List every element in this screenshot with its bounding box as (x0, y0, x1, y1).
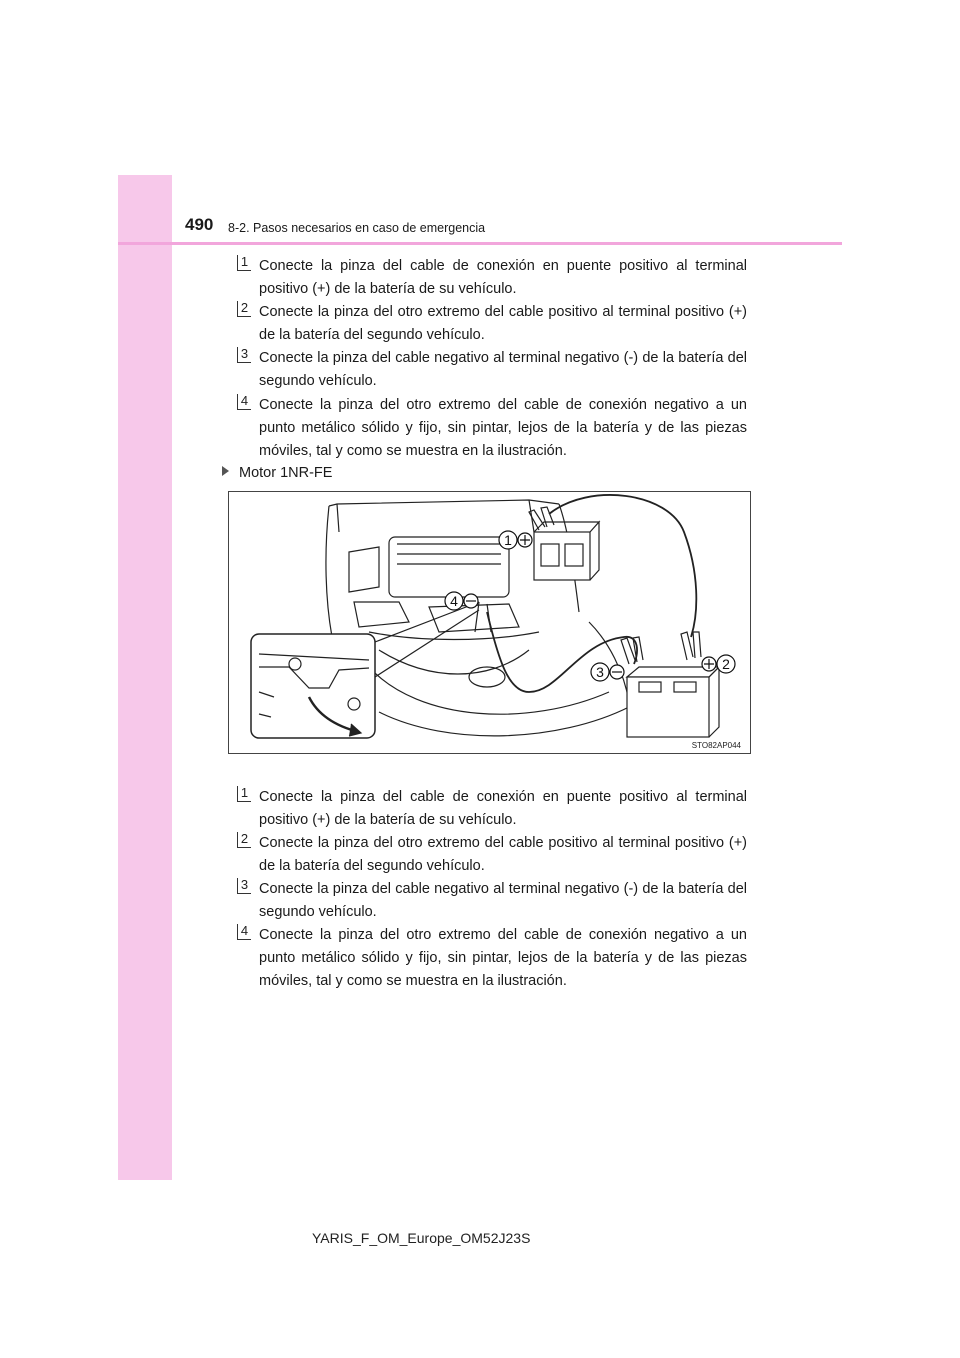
jump-start-illustration (228, 491, 751, 754)
document-footer: YARIS_F_OM_Europe_OM52J23S (312, 1230, 531, 1246)
step-number: 1 (237, 255, 251, 271)
step-text: Conecte la pinza del otro extremo del cable de conexión negativo a un punto metálico sólido y fijo, sin pintar, lejos de la batería y de las piezas móviles, tal y como se muestra en la ilustración. (259, 397, 747, 459)
section-title: 8-2. Pasos necesarios en caso de emergencia (228, 221, 486, 235)
clamp-3a (621, 638, 635, 664)
engine-heading-text: Motor 1NR-FE (239, 465, 333, 481)
clamp-2b (693, 632, 701, 658)
header-rule (118, 242, 842, 245)
callout-1-label: 1 (504, 532, 512, 548)
grille (379, 650, 529, 674)
inset-frame (251, 634, 375, 738)
engine-block (389, 537, 509, 597)
step-number: 3 (237, 878, 251, 894)
ground-clamp (475, 602, 491, 632)
step-number: 4 (237, 394, 251, 410)
emblem (469, 667, 505, 687)
hood-line (329, 500, 559, 506)
callout-4-label: 4 (450, 593, 458, 609)
step-4-top (237, 394, 747, 463)
side-color-band (118, 175, 172, 1180)
step-number: 2 (237, 301, 251, 317)
step-1-top (237, 255, 747, 301)
step-number: 3 (237, 347, 251, 363)
negative-cable (487, 612, 637, 692)
step-text: Conecte la pinza del cable de conexión en puente positivo al terminal positivo (+) de la batería de su vehículo. (259, 258, 747, 297)
step-number: 2 (237, 832, 251, 848)
step-3-bottom (237, 878, 747, 924)
step-text: Conecte la pinza del otro extremo del cable positivo al terminal positivo (+) de la batería del segundo vehículo. (259, 304, 747, 343)
page-number: 490 (185, 215, 214, 234)
step-text: Conecte la pinza del otro extremo del cable de conexión negativo a un punto metálico sólido y fijo, sin pintar, lejos de la batería y de las piezas móviles, tal y como se muestra en la ilustración. (259, 927, 747, 989)
step-3-top (237, 347, 747, 393)
callout-3-label: 3 (596, 664, 604, 680)
step-2-top (237, 301, 747, 347)
step-text: Conecte la pinza del cable de conexión en puente positivo al terminal positivo (+) de la batería de su vehículo. (259, 789, 747, 828)
engine-heading (222, 465, 332, 481)
callout-2-label: 2 (722, 656, 730, 672)
step-text: Conecte la pinza del otro extremo del cable positivo al terminal positivo (+) de la batería del segundo vehículo. (259, 835, 747, 874)
own-battery (534, 532, 590, 580)
step-text: Conecte la pinza del cable negativo al terminal negativo (-) de la batería del segundo vehículo. (259, 350, 747, 389)
step-text: Conecte la pinza del cable negativo al terminal negativo (-) de la batería del segundo vehículo. (259, 881, 747, 920)
step-number: 4 (237, 924, 251, 940)
bumper-lower (369, 667, 609, 714)
step-4-bottom (237, 924, 747, 993)
bumper-top (369, 632, 539, 640)
illustration-svg (229, 492, 750, 753)
left-fender (326, 506, 333, 642)
figure-code: STO82AP044 (691, 741, 741, 750)
step-2-bottom (237, 832, 747, 878)
step-1-bottom (237, 786, 747, 832)
triangle-bullet-icon (222, 466, 229, 476)
step-number: 1 (237, 786, 251, 802)
right-fender (589, 622, 629, 702)
